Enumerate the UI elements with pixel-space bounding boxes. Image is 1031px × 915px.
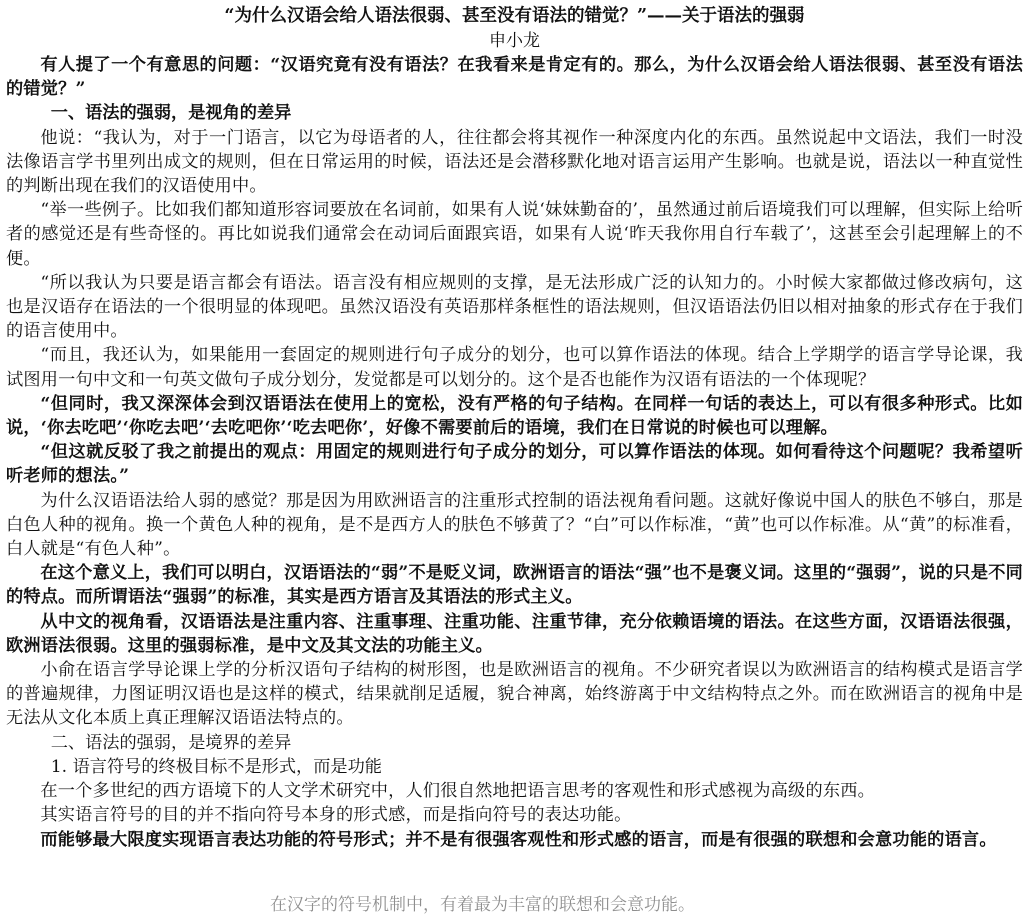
article-title: “为什么汉语会给人语法很弱、甚至没有语法的错觉？”——关于语法的强弱 (224, 6, 805, 26)
body-paragraph: 而能够最大限度实现语言表达功能的符号形式；并不是有很强客观性和形式感的语言，而是有很强的联想和会意功能的语言。 (40, 829, 997, 850)
body-paragraph: 在一个多世纪的西方语境下的人文学术研究中，人们很自然地把语言思考的客观性和形式感视为高级的东西。 (40, 781, 875, 802)
body-paragraph: “而且，我还认为，如果能用一套固定的规则进行句子成分的划分，也可以算作语法的体现。结合上学期学的语言学导论课，我试图用一句中文和一句英文做句子成分划分，发觉都是可以划分的。这个是否也能作为汉语有语法的一个体现呢？ (6, 345, 1023, 390)
article-author: 申小龙 (489, 31, 540, 51)
body-paragraph: 小俞在语言学导论课上学的分析汉语句子结构的树形图，也是欧洲语言的视角。不少研究者误以为欧洲语言的结构模式是语言学的普遍规律，力图证明汉语也是这样的模式，结果就削足适履，貌合神离，始终游离于中文结构特点之外。而在欧洲语言的视角中是无法从文化本质上真正理解汉语语法特点的。 (6, 660, 1023, 729)
intro-paragraph: 有人提了一个有意思的问题：“汉语究竟有没有语法？在我看来是肯定有的。那么，为什么汉语会给人语法很弱、甚至没有语法的错觉？” (6, 55, 1023, 100)
body-paragraph: “举一些例子。比如我们都知道形容词要放在名词前，如果有人说‘妹妹勤奋的’，虽然通过前后语境我们可以理解，但实际上给听者的感觉还是有些奇怪的。再比如说我们通常会在动词后面跟宾语，如果有人说‘昨天我你用自行车载了’，这甚至会引起理解上的不便。 (6, 200, 1023, 269)
body-paragraph: 他说：“我认为，对于一门语言，以它为母语者的人，往往都会将其视作一种深度内化的东西。虽然说起中文语法，我们一时没法像语言学书里列出成文的规则，但在日常运用的时候，语法还是会潜移默化地对语言运用产生影响。也就是说，语法以一种直觉性的判断出现在我们的汉语使用中。 (6, 127, 1023, 197)
section-heading-2: 二、语法的强弱，是境界的差异 (50, 732, 292, 753)
body-paragraph: “所以我认为只要是语言都会有语法。语言没有相应规则的支撑，是无法形成广泛的认知力的。小时候大家都做过修改病句，这也是汉语存在语法的一个很明显的体现吧。虽然汉语没有英语那样条框性的语法规则，但汉语语法仍旧以相对抽象的形式存在于我们的语言使用中。 (6, 272, 1023, 342)
body-paragraph: “但同时，我又深深体会到汉语语法在使用上的宽松，没有严格的句子结构。在同样一句话的表达上，可以有很多种形式。比如说，‘你去吃吧’‘你吃去吧’‘去吃吧你’‘吃去吧你’，好像不需要前后的语境，我们在日常说的时候也可以理解。 (6, 393, 1023, 439)
top-edge-fragment (907, 0, 1027, 3)
section-heading-1: 一、语法的强弱，是视角的差异 (50, 103, 292, 124)
cut-off-line: 在汉字的符号机制中，有着最为丰富的联想和会意功能。 (270, 895, 695, 915)
body-paragraph: 为什么汉语语法给人弱的感觉？那是因为用欧洲语言的注重形式控制的语法视角看问题。这就好像说中国人的肤色不够白，那是白色人种的视角。换一个黄色人种的视角，是不是西方人的肤色不够黄了？“白”可以作标准，“黄”也可以作标准。从“黄”的标准看，白人就是“有色人种”。 (6, 490, 1023, 560)
body-paragraph: 其实语言符号的目的并不指向符号本身的形式感，而是指向符号的表达功能。 (40, 805, 632, 826)
body-paragraph: 从中文的视角看，汉语语法是注重内容、注重事理、注重功能、注重节律，充分依赖语境的语法。在这些方面，汉语语法很强，欧洲语法很弱。这里的强弱标准，是中文及其文法的功能主义。 (6, 611, 1023, 656)
subsection-heading: 1. 语言符号的终极目标不是形式，而是功能 (50, 756, 382, 777)
body-paragraph: 在这个意义上，我们可以明白，汉语语法的“弱”不是贬义词，欧洲语言的语法“强”也不是褒义词。这里的“强弱”，说的只是不同的特点。而所谓语法“强弱”的标准，其实是西方语言及其语法的形式主义。 (6, 563, 1023, 608)
body-paragraph: “但这就反驳了我之前提出的观点：用固定的规则进行句子成分的划分，可以算作语法的体现。如何看待这个问题呢？我希望听听老师的想法。” (6, 442, 1023, 487)
